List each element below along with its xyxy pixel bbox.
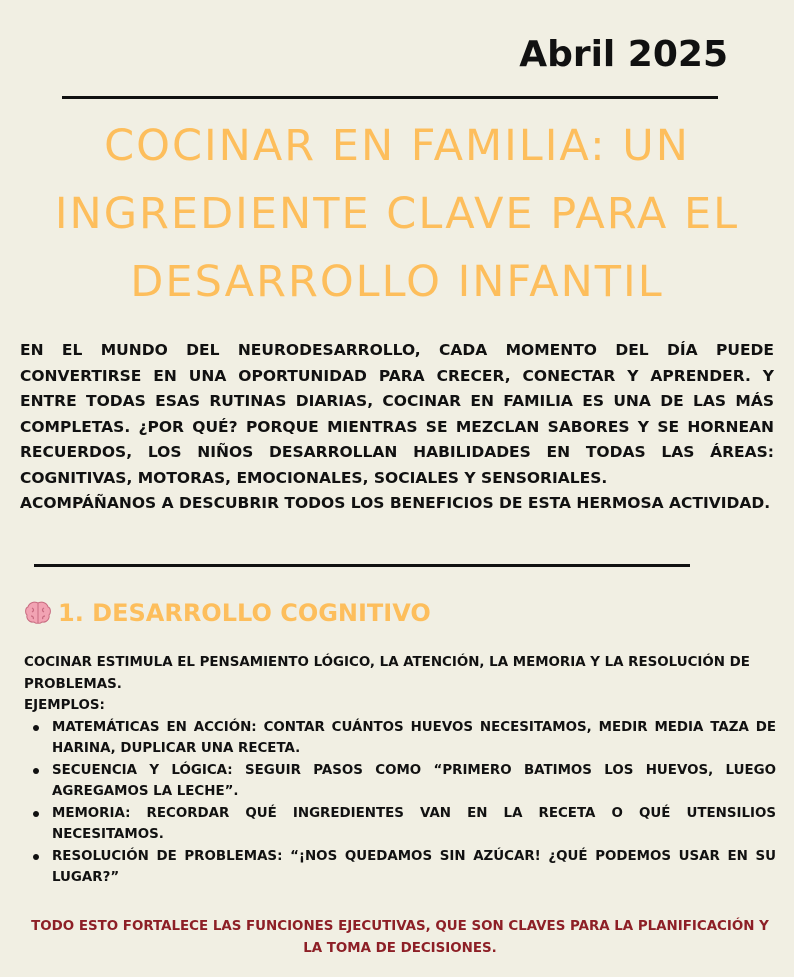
section-heading-text: 1. DESARROLLO COGNITIVO <box>58 599 431 627</box>
section-body-cognitive <box>24 652 776 889</box>
middle-divider <box>34 564 690 567</box>
list-item: RESOLUCIÓN DE PROBLEMAS: “¡NOS QUEDAMOS SIN AZÚCAR! ¿QUÉ PODEMOS USAR EN SU LUGAR?” <box>52 846 776 889</box>
article-title: COCINAR EN FAMILIA: UN INGREDIENTE CLAVE PARA EL DESARROLLO INFANTIL <box>54 121 740 307</box>
intro-text <box>20 338 774 517</box>
list-item: SECUENCIA Y LÓGICA: SEGUIR PASOS COMO “PRIMERO BATIMOS LOS HUEVOS, LUEGO AGREGAMOS LA LECHE”. <box>52 760 776 803</box>
list-item: MEMORIA: RECORDAR QUÉ INGREDIENTES VAN EN LA RECETA O QUÉ UTENSILIOS NECESITAMOS. <box>52 803 776 846</box>
section-lead: COCINAR ESTIMULA EL PENSAMIENTO LÓGICO, LA ATENCIÓN, LA MEMORIA Y LA RESOLUCIÓN DE PROBLEMAS. <box>24 655 750 692</box>
section-conclusion: TODO ESTO FORTALECE LAS FUNCIONES EJECUTIVAS, QUE SON CLAVES PARA LA PLANIFICACIÓN Y LA TOMA DE DECISIONES. <box>31 919 769 956</box>
intro-paragraph-1: EN EL MUNDO DEL NEURODESARROLLO, CADA MOMENTO DEL DÍA PUEDE CONVERTIRSE EN UNA OPORTUNIDAD PARA CRECER, CONECTAR Y APRENDER. Y ENTRE TODAS ESAS RUTINAS DIARIAS, COCINAR EN FAMILIA ES UNA DE LAS MÁS COMPLETAS. ¿POR QUÉ? PORQUE MIENTRAS SE MEZCLAN SABORES Y SE HORNEAN RECUERDOS, LOS NIÑOS DESARROLLAN HABILIDADES EN TODAS LAS ÁREAS: COGNITIVAS, MOTORAS, EMOCIONALES, SOCIALES Y SENSORIALES. <box>20 341 774 487</box>
date-label: Abril 2025 <box>519 34 728 75</box>
intro-paragraph-2: ACOMPÁÑANOS A DESCUBRIR TODOS LOS BENEFICIOS DE ESTA HERMOSA ACTIVIDAD. <box>20 494 771 512</box>
examples-label: EJEMPLOS: <box>24 698 105 713</box>
brain-icon <box>24 600 52 626</box>
examples-list <box>24 717 776 889</box>
list-item: MATEMÁTICAS EN ACCIÓN: CONTAR CUÁNTOS HUEVOS NECESITAMOS, MEDIR MEDIA TAZA DE HARINA, DUPLICAR UNA RECETA. <box>52 717 776 760</box>
top-divider <box>62 96 718 99</box>
section-heading-cognitive <box>24 599 431 627</box>
